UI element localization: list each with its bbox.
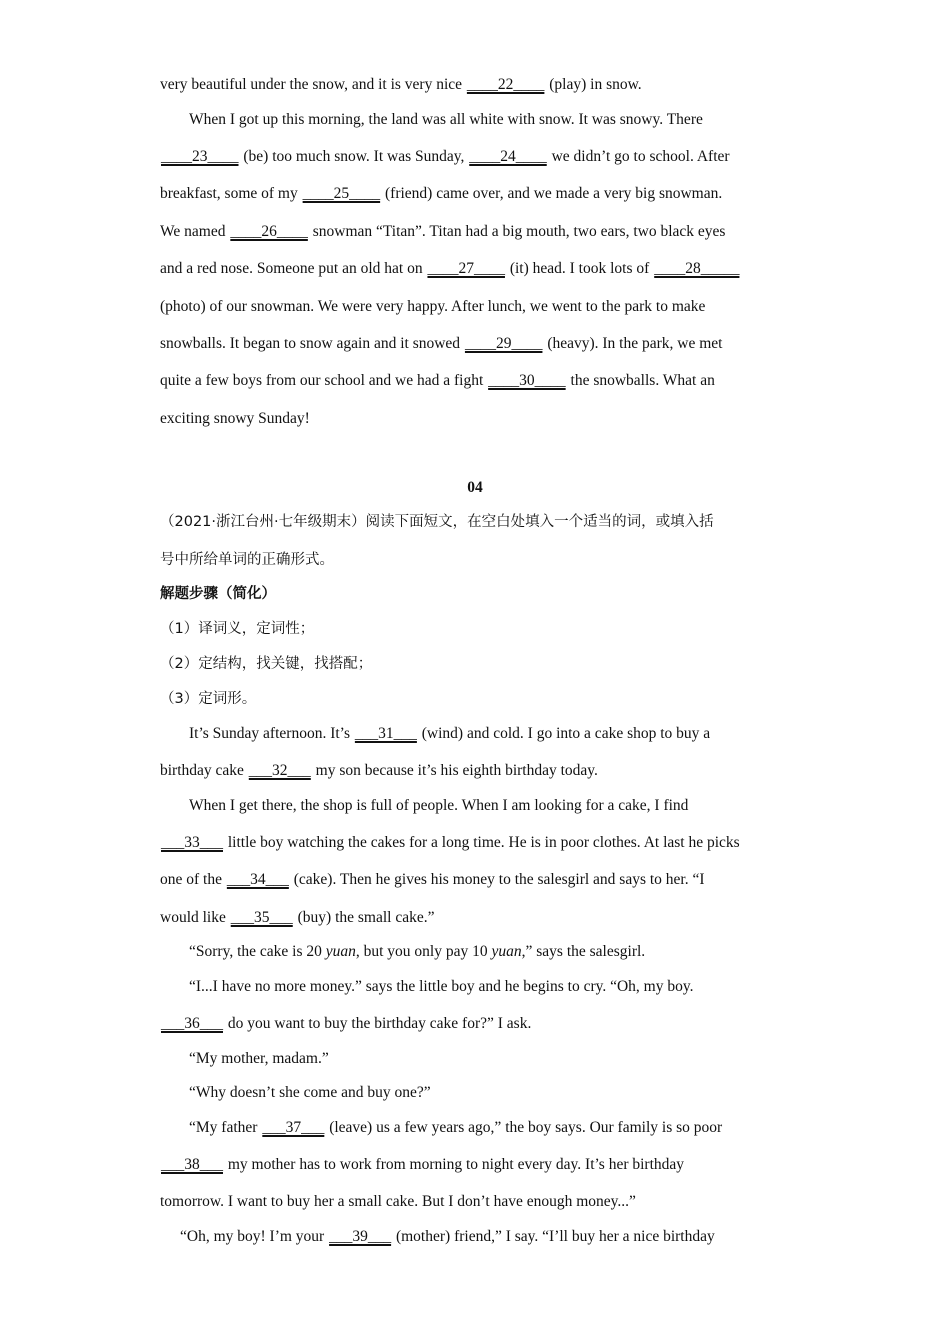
blank-22[interactable]: ____22____	[466, 76, 545, 93]
step-1: （1）译词义，定词性；	[160, 621, 315, 637]
passage3-line-2: When I got up this morning, the land was all white with snow. It was snowy. There	[189, 111, 703, 128]
blank-34[interactable]: ___34___	[226, 871, 289, 888]
passage4-line-15: “Oh, my boy! I’m your ___39___ (mother) friend,” I say. “I’ll buy her a nice birthday	[180, 1228, 715, 1245]
blank-29[interactable]: ____29____	[464, 335, 543, 352]
blank-27[interactable]: ____27____	[427, 260, 505, 277]
blank-31[interactable]: ___31___	[354, 725, 417, 742]
passage3-line-6: and a red nose. Someone put an old hat on ____27____ (it) head. I took lots of ____28_____	[160, 260, 740, 277]
blank-39[interactable]: ___39___	[329, 1228, 392, 1245]
blank-24[interactable]: ____24____	[469, 148, 547, 165]
passage4-line-6: would like ___35___ (buy) the small cake.”	[160, 909, 435, 926]
passage4-line-1: It’s Sunday afternoon. It’s ___31___ (wind) and cold. I go into a cake shop to buy a	[189, 725, 711, 742]
source-line-2: 号中所给单词的正确形式。	[160, 552, 334, 568]
passage4-line-13: ___38___ my mother has to work from morning to night every day. It’s her birthday	[161, 1156, 685, 1173]
passage4-line-4: ___33___ little boy watching the cakes for a long time. He is in poor clothes. At last he picks	[161, 834, 740, 851]
passage4-line-8: “I...I have no more money.” says the little boy and he begins to cry. “Oh, my boy.	[189, 978, 694, 995]
passage4-line-14: tomorrow. I want to buy her a small cake. But I don’t have enough money...”	[160, 1193, 636, 1210]
passage4-line-11: “Why doesn’t she come and buy one?”	[189, 1084, 431, 1101]
passage3-line-7: (photo) of our snowman. We were very happy. After lunch, we went to the park to make	[160, 298, 706, 315]
blank-37[interactable]: ___37___	[262, 1119, 325, 1136]
passage3-line-9: quite a few boys from our school and we had a fight ____30____ the snowballs. What an	[160, 372, 715, 389]
blank-26[interactable]: ____26____	[230, 223, 308, 240]
section-number: 04	[467, 479, 483, 496]
blank-30[interactable]: ____30____	[488, 372, 566, 389]
passage3-line-10: exciting snowy Sunday!	[160, 410, 310, 427]
blank-35[interactable]: ___35___	[230, 909, 293, 926]
steps-title: 解题步骤（简化）	[160, 586, 276, 602]
passage3-line-1: very beautiful under the snow, and it is very nice ____22____ (play) in snow.	[160, 76, 642, 93]
blank-33[interactable]: ___33___	[161, 834, 223, 851]
passage3-line-4: breakfast, some of my ____25____ (friend) came over, and we made a very big snowman.	[160, 185, 723, 202]
source-line-1: （2021·浙江台州·七年级期末）阅读下面短文，在空白处填入一个适当的词，或填入括	[160, 514, 714, 530]
passage3-line-8: snowballs. It began to snow again and it snowed ____29____ (heavy). In the park, we met	[160, 335, 723, 352]
blank-38[interactable]: ___38___	[161, 1156, 223, 1173]
passage4-line-9: ___36___ do you want to buy the birthday cake for?” I ask.	[161, 1015, 532, 1032]
passage4-line-5: one of the ___34___ (cake). Then he gives his money to the salesgirl and says to her. “I	[160, 871, 705, 888]
passage3-line-5: We named ____26____ snowman “Titan”. Titan had a big mouth, two ears, two black eyes	[160, 223, 726, 240]
step-2: （2）定结构，找关键，找搭配；	[160, 656, 373, 672]
passage4-line-7: “Sorry, the cake is 20 yuan, but you only pay 10 yuan,” says the salesgirl.	[189, 943, 646, 960]
blank-32[interactable]: ___32___	[248, 762, 311, 779]
blank-23[interactable]: ____23____	[161, 148, 239, 165]
passage3-line-3: ____23____ (be) too much snow. It was Sunday, ____24____ we didn’t go to school. After	[161, 148, 730, 165]
blank-36[interactable]: ___36___	[161, 1015, 223, 1032]
passage4-line-12: “My father ___37___ (leave) us a few years ago,” the boy says. Our family is so poor	[189, 1119, 723, 1136]
passage4-line-3: When I get there, the shop is full of people. When I am looking for a cake, I find	[189, 797, 689, 814]
blank-25[interactable]: ____25____	[302, 185, 381, 202]
passage4-line-10: “My mother, madam.”	[189, 1050, 329, 1067]
blank-28[interactable]: ____28_____	[654, 260, 740, 277]
passage4-line-2: birthday cake ___32___ my son because it’s his eighth birthday today.	[160, 762, 598, 779]
step-3: （3）定词形。	[160, 691, 257, 707]
